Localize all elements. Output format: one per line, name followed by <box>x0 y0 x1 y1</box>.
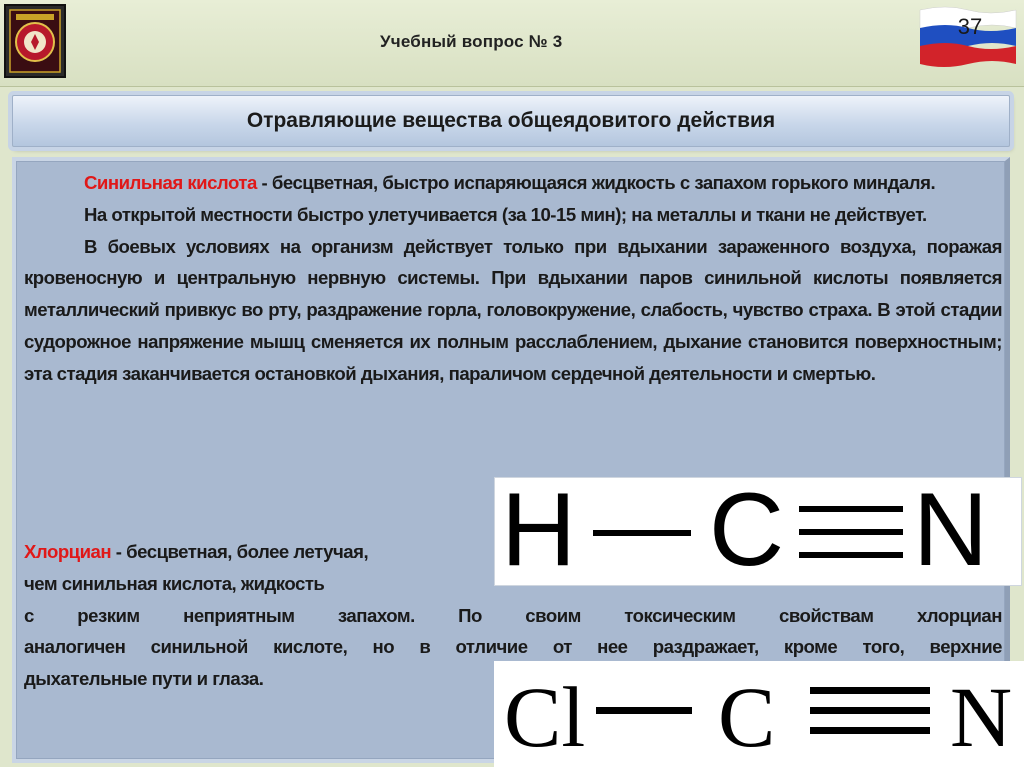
term-hydrocyanic-acid: Синильная кислота <box>84 172 257 193</box>
slide-title: Отравляющие вещества общеядовитого действия <box>246 109 776 132</box>
paragraph-definition <box>24 167 1002 199</box>
clcn-triple-bond <box>810 687 930 735</box>
cyanogen-line-3: с резким неприятным запахом. По своим токсическим свойствам хлорциан <box>24 604 1002 626</box>
hcn-structural-formula <box>494 472 1022 588</box>
hcn-triple-bond <box>799 506 903 558</box>
hcn-single-bond <box>593 530 691 536</box>
hcn-atom-c: C <box>709 472 785 588</box>
paragraph-effects: В боевых условиях на организм действует только при вдыхании зараженного воздуха, поражая кровеносную и центральную нервную системы. При вдыхании паров синильной кислоты появляется металлический привкус во рту, раздражение горла, головокружение, слабость, чувство страха. В этой стадии судорожное напряжение мышц сменяется их полным расслаблением, дыхание становится поверхностным; эта стадия заканчивается остановкой дыхания, параличом сердечной деятельности и смертью. <box>24 235 1002 384</box>
paragraph-volatility: На открытой местности быстро улетучивается (за 10-15 мин); на металлы и ткани не действует. <box>84 203 927 225</box>
clcn-structural-formula <box>494 661 1024 767</box>
cyanogen-line-4: аналогичен синильной кислоте, но в отличие от нее раздражает, кроме того, верхние <box>24 636 1002 658</box>
page-number: 37 <box>957 14 983 39</box>
cyanogen-line-2: чем синильная кислота, жидкость <box>24 572 325 594</box>
cyanogen-line-1: Хлорциан - бесцветная, более летучая, <box>24 541 369 562</box>
hcn-atom-h: H <box>501 472 577 588</box>
title-banner <box>12 95 1010 147</box>
cyanogen-line-5: дыхательные пути и глаза. <box>24 668 264 690</box>
clcn-single-bond <box>596 707 692 714</box>
term-cyanogen-chloride: Хлорциан <box>24 541 112 562</box>
section-hydrocyanic-acid <box>24 167 1002 390</box>
emblem-icon <box>4 4 66 78</box>
clcn-atom-n: N <box>950 669 1013 765</box>
clcn-atom-cl: Cl <box>504 669 586 765</box>
definition-text: - бесцветная, быстро испаряющаяся жидкость с запахом горького миндаля. <box>256 172 936 193</box>
header-bar <box>0 0 1024 87</box>
clcn-atom-c: C <box>718 669 776 765</box>
header-title: Учебный вопрос № 3 <box>380 32 563 51</box>
hcn-atom-n: N <box>913 472 989 588</box>
